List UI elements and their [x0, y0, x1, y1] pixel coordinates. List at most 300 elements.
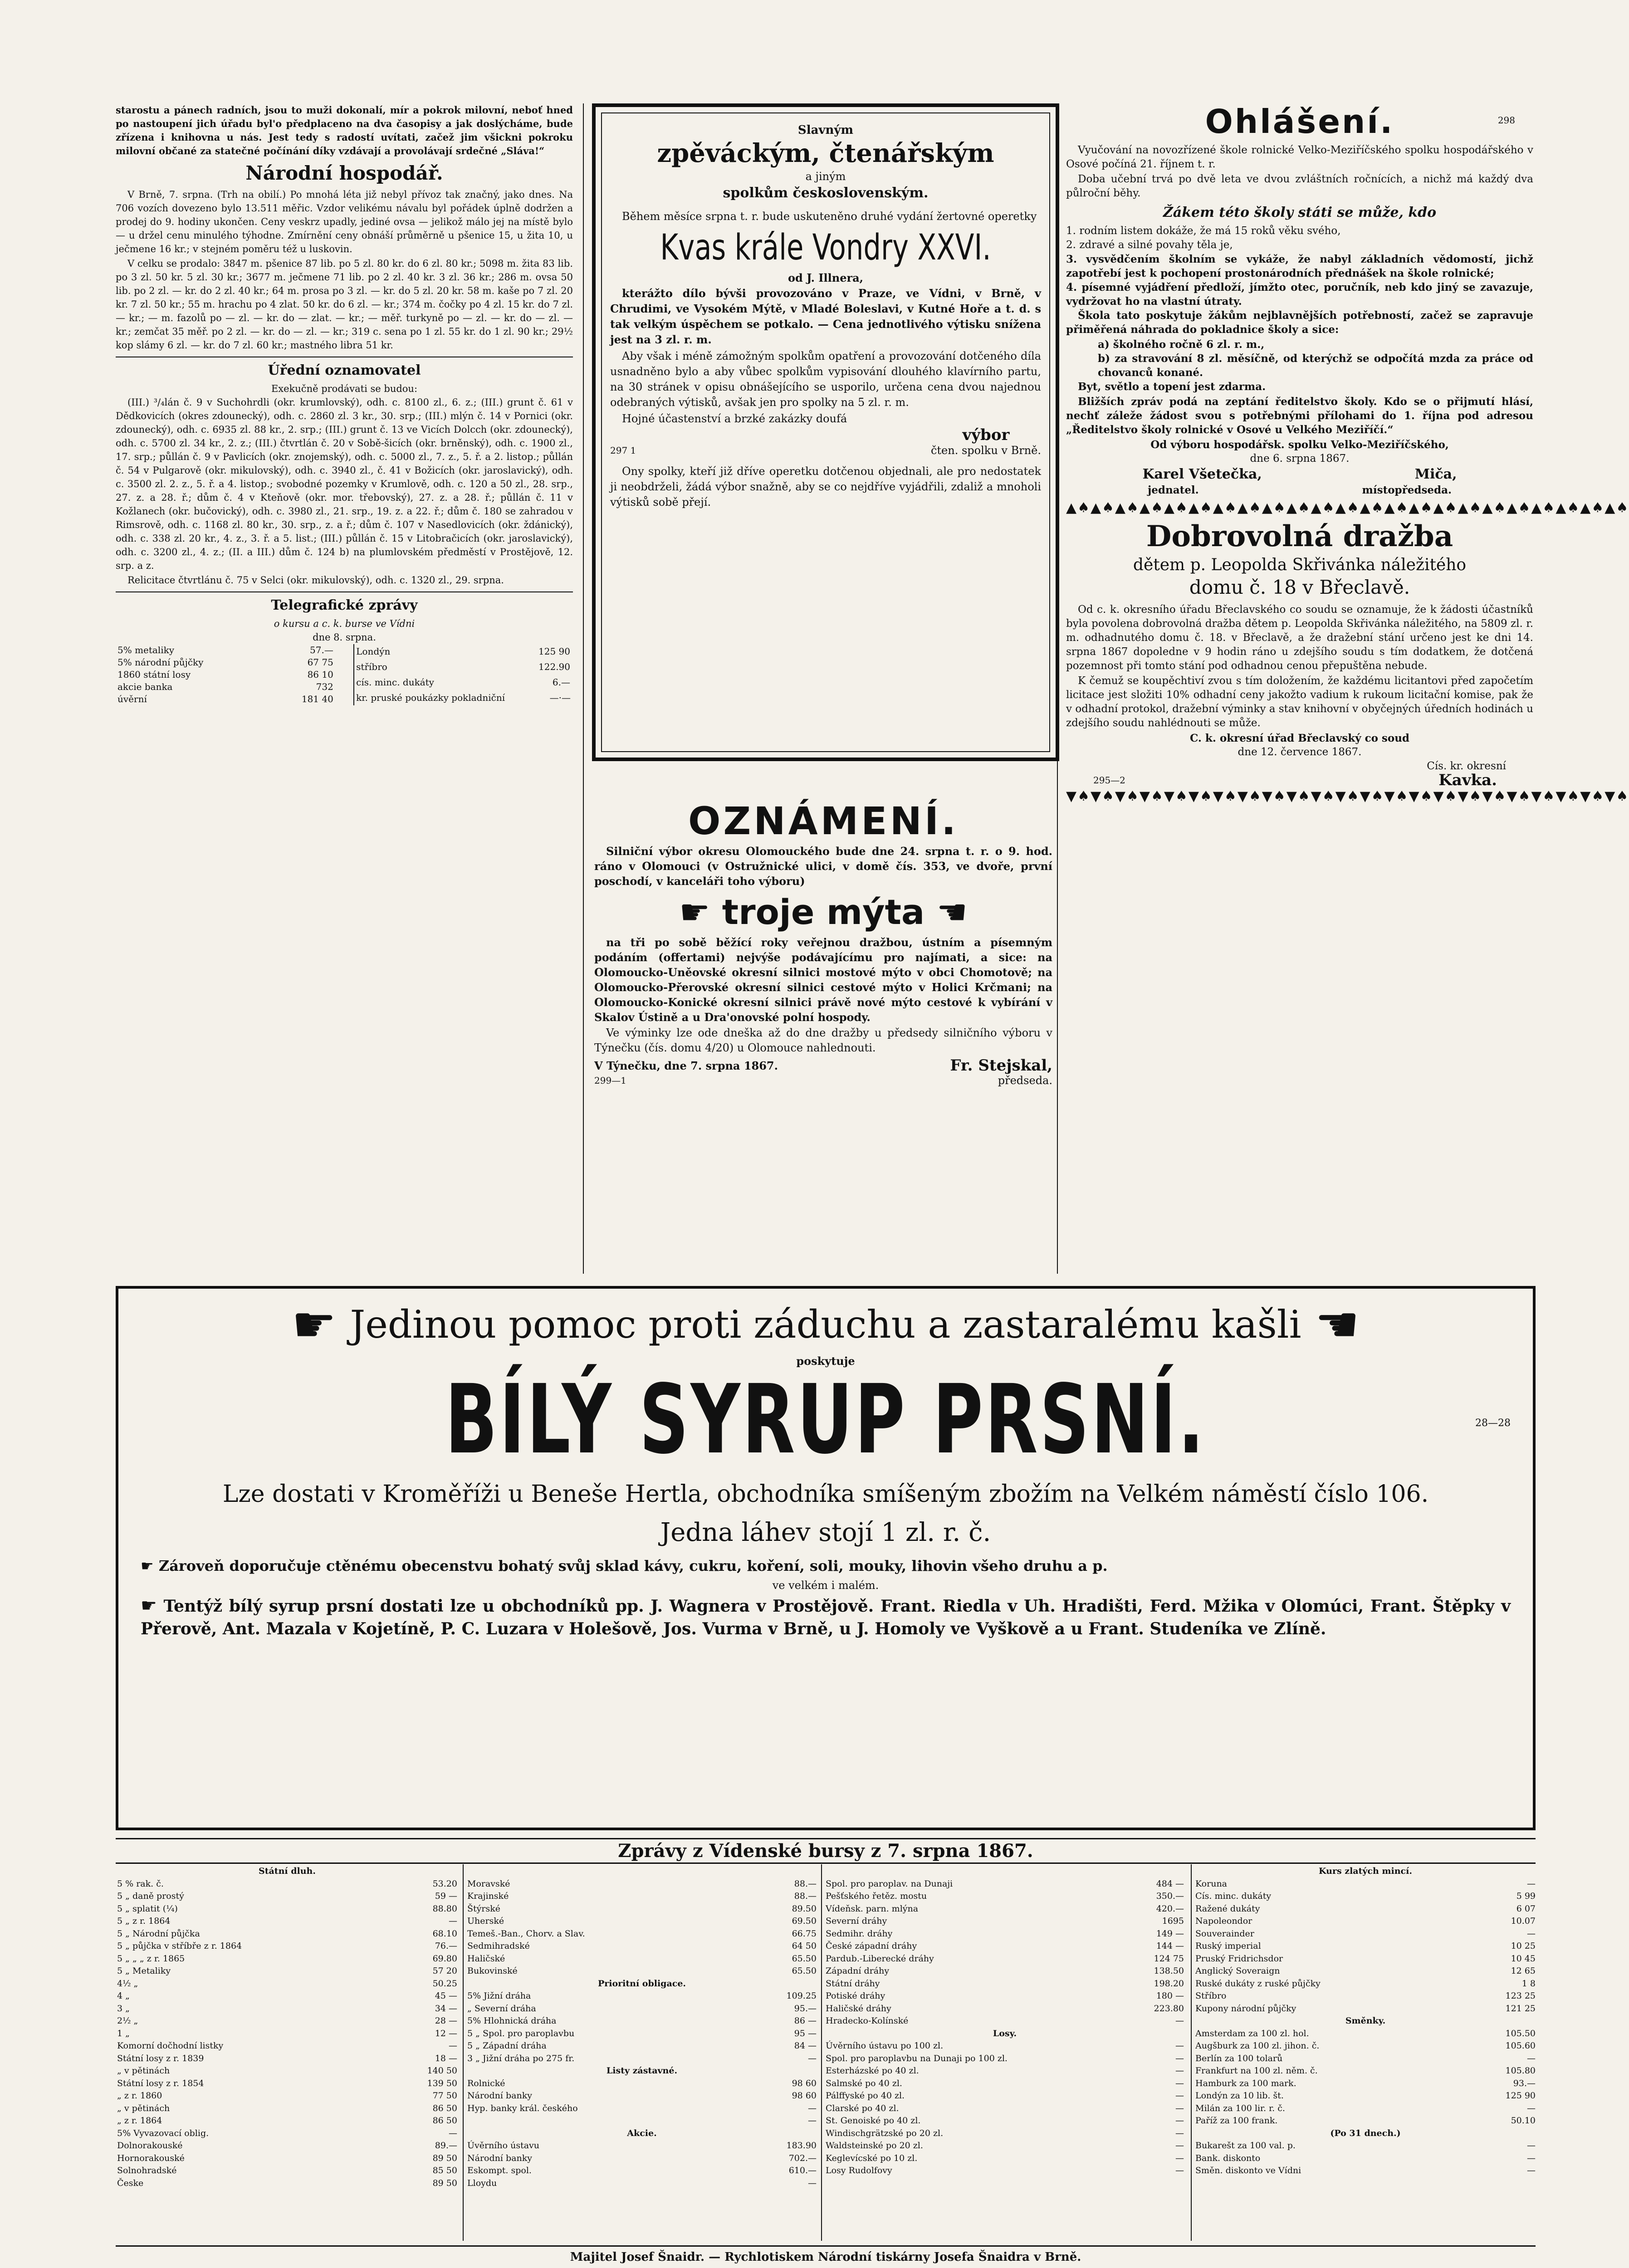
- bursa-row: [467, 2140, 817, 2152]
- bursa-item-value: 484 —: [1156, 1878, 1184, 1889]
- notice-signature-sub: předseda.: [998, 1074, 1052, 1087]
- rates-left-table: [116, 644, 335, 705]
- auction-sig: Kavka.: [1438, 771, 1497, 789]
- syrup-price: Jedna láhev stojí 1 zl. r. č.: [660, 1518, 991, 1547]
- bursa-item-value: 57 20: [432, 1966, 457, 1976]
- bursa-row: [826, 1915, 1184, 1928]
- bursa-row: [826, 2140, 1184, 2152]
- bursa-item-value: 86 —: [794, 2016, 817, 2026]
- bursa-item-value: 5 99: [1516, 1891, 1536, 1901]
- bursa-row: [1195, 1903, 1536, 1916]
- bursa-divider: [1191, 1864, 1192, 2241]
- bursa-row: [1195, 2003, 1536, 2015]
- bursa-item-value: 86 50: [432, 2116, 457, 2126]
- school-fee-2: b) za stravování 8 zl. měsíčně, od kterýchž se odpočítá mzda za práce od chovanců konané.: [1098, 352, 1533, 379]
- bursa-item-label: 3 „: [117, 2003, 130, 2014]
- bursa-item-value: 53.20: [432, 1878, 457, 1889]
- rate-row: 5% národní půjčky 67 75: [117, 657, 333, 668]
- bursa-item-value: 34 —: [435, 2003, 457, 2014]
- bursa-item-label: Lloydu: [467, 2178, 497, 2188]
- bursa-item-label: „ v pětinách: [117, 2103, 170, 2113]
- bursa-item-label: Uherské: [467, 1916, 504, 1926]
- auction-sig-title: Cís. kr. okresní: [1427, 760, 1506, 772]
- syrup-where: Lze dostati v Kroměříži u Beneše Hertla, obchodníka smíšeným zbožím na Velkém náměstí číslo 106.: [222, 1481, 1429, 1508]
- bursa-item-value: —: [1175, 2053, 1184, 2063]
- bursa-item-value: 420.—: [1156, 1903, 1184, 1914]
- notice-ref: 299—1: [594, 1075, 626, 1086]
- bursa-item-label: 5% Vyvazovací oblig.: [117, 2128, 209, 2138]
- bursa-item-label: Sedmihr. dráhy: [826, 1928, 893, 1939]
- bursa-item-label: Státní dráhy: [826, 1978, 880, 1989]
- bursa-row: [467, 1903, 817, 1916]
- bursa-row: [826, 2028, 1184, 2040]
- notice-heading: OZNÁMENÍ.: [688, 799, 959, 843]
- bursa-item-label: Losy.: [993, 2028, 1017, 2038]
- bursa-item-label: Milán za 100 lir. r. č.: [1195, 2103, 1285, 2113]
- bursa-row: [467, 1978, 817, 1990]
- bursa-item-value: 223.80: [1154, 2003, 1184, 2014]
- bursa-row: [826, 1903, 1184, 1916]
- bursa-item-label: St. Genoiské po 40 zl.: [826, 2116, 921, 2126]
- bursa-item-label: Bukovinské: [467, 1966, 518, 1976]
- bursa-divider: [463, 1864, 464, 2241]
- bursa-item-label: 4½ „: [117, 1978, 138, 1989]
- notice-subheading-text: troje mýta: [722, 892, 925, 932]
- footer: Majitel Josef Šnaidr. — Rychlotiskem Národní tiskárny Josefa Šnaidra v Brně.: [570, 2250, 1081, 2264]
- bursa-item-label: Akcie.: [627, 2128, 657, 2138]
- bursa-item-value: —: [1175, 2016, 1184, 2026]
- school-intro: Vyučování na novozřízené škole rolnické Velko-Meziříčského spolku hospodářského v Osové počíná 21. říjnem t. r.: [1066, 144, 1533, 170]
- bursa-item-value: 89.—: [435, 2141, 457, 2151]
- bursa-item-value: —: [1527, 2165, 1536, 2175]
- syrup-ref: 28—28: [1475, 1418, 1511, 1429]
- bursa-row: [826, 1953, 1184, 1965]
- auction-date: dne 12. července 1867.: [1238, 746, 1362, 758]
- bursa-item-value: 89 50: [432, 2153, 457, 2163]
- bursa-item-value: 88.—: [794, 1891, 817, 1901]
- bursa-item-value: —: [1527, 2103, 1536, 2113]
- telegraph-date: dne 8. srpna.: [313, 632, 376, 643]
- bursa-item-value: 702.—: [788, 2153, 817, 2163]
- bursa-row: [1195, 1978, 1536, 1990]
- bursa-item-value: —: [1175, 2153, 1184, 2163]
- ornament-border: ▲♠▲♠▲♠▲♠▲♠▲♠▲♠▲♠▲♠▲♠▲♠▲♠▲♠▲♠▲♠▲♠▲♠▲♠▲♠▲♠▲♠▲♠▲♠: [1066, 500, 1629, 516]
- bursa-row: [1195, 1928, 1536, 1941]
- school-sig-1-sub: jednatel.: [1147, 484, 1199, 496]
- bursa-item-value: 98 60: [792, 2078, 817, 2088]
- bursa-row: [826, 1978, 1184, 1990]
- bursa-item-label: Bank. diskonto: [1195, 2153, 1261, 2163]
- bursa-row: [117, 2065, 457, 2077]
- bursa-item-label: 5 „ splatit (¼): [117, 1903, 178, 1914]
- bursa-item-label: Spol. pro paroplavbu na Dunaji po 100 zl.: [826, 2053, 1008, 2063]
- bursa-row: [117, 1928, 457, 1941]
- bursa-row: [1195, 1990, 1536, 2003]
- bursa-item-label: Salmské po 40 zl.: [826, 2078, 902, 2088]
- notices-subheading: Exekučně prodávati se budou:: [271, 383, 418, 394]
- notices-text: (III.) ³/₄lán č. 9 v Suchohrdli (okr. krumlovský), odh. c. 8100 zl., 6. z.; (III.) grunt č. 61 v Dědkovicích (okres zdounecký), odh. c. 2860 zl. 3 kr., 30. srp.; (III.) mlýn č. 14 v Pornici (okr. zdounecký), odh. c. 6935 zl. 88 kr., 2. srp.; (III.) grunt č. 13 ve Vicích Dolcch (okr. zdounecký), odh. c. 5700 zl. 34 kr., 2. z.; (III.) čtvrtlán č. 20 v Sobě-šicích (okr. brněnský), odh. c. 1900 zl., 17. srp.; půllán č. 9 v Pavlicích (okr. znojemský), odh. c. 5000 zl., 7. z., 5. ř. a 2. listop.; půllán č. 54 v Pulgarově (okr. mikulovský), odh. c. 3940 zl., č. 41 v Božicích (okr. jaroslavický), odh. c. 3500 zl. 2. z., 5. ř. a 4. listop.; svobodné pozemky v Krumlově, odh. c. 120 a 50 zl., 28. srp., 27. z. a 28. ř.; dům č. 4 v Kteňově (okr. mor. třebovský), 27. z. a 28. ř.; půllán č. 11 v Kožlanech (okr. bučovický), odh. c. 3980 zl., 21. srp., 19. z. a 22. ř.; dům č. 180 se zahradou v Rimsrově, odh. c. 1168 zl. 80 kr., 30. srp., z. a ř.; dům č. 107 v Nasedlovicích (okr. ždánický), odh. c. 338 zl. 20 kr., 4. z., 3. ř. a 5. list.; (III.) půllán č. 15 v Litobračicích (okr. jaroslavický), odh. c. 3200 zl., 4. z.; (II. a III.) dům č. 124 b) na plumlovském předměstí v Prostějově, 12. srp. a z.: [116, 397, 573, 571]
- bursa-item-label: 5 „ „ „ z r. 1865: [117, 1953, 185, 1964]
- bursa-row: [117, 1903, 457, 1916]
- rate-row: kr. pruské poukázky pokladniční —·—: [356, 692, 571, 703]
- bursa-item-value: —: [808, 2178, 817, 2188]
- bursa-item-label: Úvěrního ústavu po 100 zl.: [826, 2041, 944, 2051]
- bursa-row: [117, 1990, 457, 2003]
- intro-paragraph: starostu a pánech radních, jsou to muži dokonalí, mír a pokrok milovní, neboť hned po nastoupení jich úřadu byl'o předplaceno na dva časopisy a jak doslýcháme, bude zřízena i knihovna u nás. Jest tedy s radostí uvítati, začež jim všickni pokroku milovní občané za statečné počínání díky vzdávají a provolávají srdečné „Sláva!“: [116, 104, 573, 156]
- bursa-item-label: Haličské dráhy: [826, 2003, 891, 2014]
- bursa-item-value: 64 50: [792, 1941, 817, 1951]
- bursa-row: [1195, 2102, 1536, 2115]
- bursa-item-value: 69.80: [432, 1953, 457, 1964]
- syrup-others: Tentýž bílý syrup prsní dostati lze u obchodníků pp. J. Wagnera v Prostějově. Frant. Riedla v Uh. Hradišti, Ferd. Mžika v Olomúci, Frant. Štěpky v Přerově, Ant. Mazala v Kojetíně, P. C. Luzara v Holešově, Jos. Vurma v Brně, u J. Homoly ve Vyškově a u Frant. Studeníka ve Zlíně.: [141, 1597, 1511, 1638]
- bursa-item-value: 84 —: [794, 2041, 817, 2051]
- bursa-row: [467, 2102, 817, 2115]
- bursa-item-label: Listy zástavné.: [606, 2066, 678, 2076]
- bursa-row: [117, 2053, 457, 2065]
- bursa-item-value: 121 25: [1505, 2003, 1536, 2014]
- bursa-item-label: 3 „ Jižní dráha po 275 fr.: [467, 2053, 575, 2063]
- bursa-item-label: Clarské po 40 zl.: [826, 2103, 899, 2113]
- bursa-item-label: Solnohradské: [117, 2165, 177, 2175]
- bursa-row: [467, 2065, 817, 2077]
- bursa-item-label: Keglevícské po 10 zl.: [826, 2153, 918, 2163]
- bursa-item-label: Vídeňsk. parn. mlýna: [826, 1903, 919, 1914]
- ad-line-2: zpěváckým, čtenářským: [657, 138, 994, 168]
- ad-line-3: a jiným: [805, 170, 846, 183]
- school-org: Od výboru hospodářsk. spolku Velko-Meziříčského,: [1150, 439, 1449, 451]
- bursa-item-value: 105.80: [1505, 2066, 1536, 2076]
- bursa-item-label: 2½ „: [117, 2016, 138, 2026]
- bursa-item-label: Hornorakouské: [117, 2153, 185, 2163]
- bursa-item-label: Napoleondor: [1195, 1916, 1252, 1926]
- bursa-item-value: 65.50: [792, 1966, 817, 1976]
- bursa-row: [117, 2140, 457, 2152]
- syrup-also-row: [132, 1555, 1520, 1576]
- bursa-item-label: Směn. diskonto ve Vídni: [1195, 2165, 1301, 2175]
- bursa-row: [826, 2065, 1184, 2077]
- bursa-item-label: Amsterdam za 100 zl. hol.: [1195, 2028, 1309, 2038]
- bursa-row: [1195, 1878, 1536, 1891]
- bursa-item-value: 105.50: [1505, 2028, 1536, 2038]
- bursa-item-label: Cís. minc. dukáty: [1195, 1891, 1272, 1901]
- syrup-headline: Jedinou pomoc proti záduchu a zastaralému kašli: [350, 1302, 1301, 1347]
- bursa-row: [117, 2115, 457, 2127]
- bursa-row: [826, 1940, 1184, 1953]
- bursa-item-value: 139 50: [427, 2078, 457, 2088]
- bursa-item-label: „ Severní dráha: [467, 2003, 536, 2014]
- bursa-row: [117, 2152, 457, 2165]
- bursa-item-value: 140 50: [427, 2066, 457, 2076]
- pointing-hand-icon: ☛: [291, 1295, 337, 1354]
- bursa-row: [1195, 2065, 1536, 2077]
- bursa-item-value: 95 —: [794, 2028, 817, 2038]
- bursa-row: [117, 2165, 457, 2177]
- pointing-hand-icon: ☛: [679, 892, 710, 932]
- bursa-item-value: 88.80: [432, 1903, 457, 1914]
- bursa-item-value: —: [1175, 2078, 1184, 2088]
- bursa-row: [467, 2177, 817, 2190]
- bursa-row: [117, 1878, 457, 1891]
- pointing-hand-left-icon: ☚: [936, 892, 968, 932]
- bursa-item-label: Losy Rudolfovy: [826, 2165, 892, 2175]
- bursa-item-label: Potiské dráhy: [826, 1991, 885, 2001]
- bursa-row: [826, 2015, 1184, 2028]
- bursa-item-value: 10.07: [1511, 1916, 1536, 1926]
- bursa-row: [467, 2165, 817, 2177]
- bursa-item-value: 65.50: [792, 1953, 817, 1964]
- bursa-item-value: 10 45: [1511, 1953, 1536, 1964]
- bursa-item-label: 5 „ půjčka v stříbře z r. 1864: [117, 1941, 242, 1951]
- bursa-item-value: —: [1175, 2165, 1184, 2175]
- bursa-col-3: [826, 1865, 1184, 2190]
- bursa-item-value: —: [1175, 2091, 1184, 2101]
- bursa-item-label: 5 „ Národní půjčka: [117, 1928, 200, 1939]
- bursa-item-value: 93.—: [1513, 2078, 1536, 2088]
- bursa-row: [117, 2090, 457, 2102]
- ad-text-4: Hojné účastenství a brzké zakázky doufá: [622, 412, 847, 425]
- bursa-item-label: 5 „ daně prostý: [117, 1891, 184, 1901]
- bursa-item-value: 1695: [1162, 1916, 1184, 1926]
- bursa-row: [467, 1878, 817, 1891]
- bursa-row: [826, 2040, 1184, 2053]
- left-column: [116, 103, 573, 1274]
- ad-signature-sub: čten. spolku v Brně.: [930, 444, 1041, 457]
- ad-line-1: Slavným: [797, 123, 854, 137]
- bursa-item-label: Koruna: [1195, 1878, 1228, 1889]
- operetta-author: od J. Illnera,: [788, 271, 864, 284]
- economy-paragraph-1: V Brně, 7. srpna. (Trh na obilí.) Po mnohá léta již nebyl přívoz tak značný, jako dnes. Na 706 vozích dovezeno bylo 13.511 měřic. Vzdor velikému návalu byl pořádek úplně dodržen a prodej do 9. hodiny ukončen. Ceny veskrz upadly, jediné ovsa — jelikož málo jej na místě bylo — u držel cenu minulého týhodne. Zmírnění ceny obnáší průměrně u pšenice 15, u žita 10, u ječmene 16 kr.; v stejném poměru též u luskovin.: [116, 189, 573, 254]
- notice-text-3: Ve výminky lze ode dneška až do dne dražby u předsedy silničního výboru v Týnečku (čís. domu 4/20) u Olomouce nahlednouti.: [594, 1026, 1052, 1054]
- bursa-row: [467, 2003, 817, 2015]
- bursa-row: [826, 2053, 1184, 2065]
- school-heading: Ohlášení.: [1205, 103, 1394, 141]
- bursa-item-label: Úvěrního ústavu: [467, 2141, 540, 2151]
- bursa-row: [117, 1965, 457, 1978]
- bursa-item-value: 109.25: [786, 1991, 817, 2001]
- rate-row: 5% metaliky 57.—: [117, 645, 333, 655]
- bursa-item-label: Západní dráhy: [826, 1966, 890, 1976]
- bursa-row: [1195, 2077, 1536, 2090]
- school-req-3: 3. vysvědčením školním se vykáže, že nabyl základních vědomostí, jichž zapotřebí jest k pochopení prostonárodních přednášek na škole rolnické;: [1066, 253, 1533, 279]
- bursa-item-value: 125 90: [1505, 2091, 1536, 2101]
- ad-line-4: spolkům československým.: [723, 185, 929, 201]
- bursa-row: [826, 2177, 1184, 2190]
- bursa-item-label: Hradecko-Kolínské: [826, 2016, 909, 2026]
- telegraph-heading: Telegrafické zprávy: [271, 597, 418, 613]
- bursa-item-label: „ v pětinách: [117, 2066, 170, 2076]
- bursa-row: [826, 2102, 1184, 2115]
- bursa-item-value: 50.25: [432, 1978, 457, 1989]
- bursa-item-label: 1 „: [117, 2028, 130, 2038]
- school-text-2: Byt, světlo a topení jest zdarma.: [1078, 381, 1266, 393]
- bursa-item-value: 45 —: [435, 1991, 457, 2001]
- bursa-row: [1195, 2177, 1536, 2190]
- bursa-item-value: —: [1175, 2066, 1184, 2076]
- bursa-item-label: 4 „: [117, 1991, 130, 2001]
- bursa-row: [467, 2090, 817, 2102]
- bursa-item-label: Severní dráhy: [826, 1916, 887, 1926]
- bursa-row: [117, 2177, 457, 2190]
- pointing-hand-icon: ☛: [141, 1595, 157, 1616]
- bursa-item-value: 68.10: [432, 1928, 457, 1939]
- bursa-item-label: Souverainder: [1195, 1928, 1254, 1939]
- bursa-item-value: —: [1175, 2103, 1184, 2113]
- bursa-item-value: —: [449, 2041, 457, 2051]
- bursa-item-value: 89.50: [792, 1903, 817, 1914]
- bursa-row: [467, 1890, 817, 1903]
- bursa-item-value: —: [808, 2116, 817, 2126]
- school-req-heading: Žákem této školy státi se může, kdo: [1163, 205, 1437, 220]
- bursa-row: [467, 2053, 817, 2065]
- bursa-row: [117, 2077, 457, 2090]
- bursa-row: [826, 1928, 1184, 1941]
- bursa-row: [1195, 1965, 1536, 1978]
- bursa-item-value: 350.—: [1156, 1891, 1184, 1901]
- bursa-heading-rule: [116, 1862, 1536, 1864]
- bursa-item-label: Stříbro: [1195, 1991, 1227, 2001]
- ad-ref: 297 1: [610, 445, 636, 456]
- bursa-item-value: —: [1527, 1878, 1536, 1889]
- bursa-item-label: Krajinské: [467, 1891, 509, 1901]
- bursa-row: [117, 2003, 457, 2015]
- bursa-item-value: —: [1527, 1928, 1536, 1939]
- rate-row: úvěrní 181 40: [117, 694, 333, 704]
- bursa-row: [467, 2028, 817, 2040]
- bursa-item-value: —: [1175, 2141, 1184, 2151]
- bursa-item-value: 105.60: [1505, 2041, 1536, 2051]
- bursa-row: [1195, 2015, 1536, 2028]
- bursa-item-value: 77 50: [432, 2091, 457, 2101]
- bursa-item-value: 66.75: [792, 1928, 817, 1939]
- bursa-col-2: [467, 1865, 817, 2190]
- bursa-item-label: Kupony národní půjčky: [1195, 2003, 1296, 2014]
- bursa-item-value: —: [1527, 2153, 1536, 2163]
- ad-text-3: Aby však i méně zámožným spolkům opatření a provozování dotčeného díla usnadněno bylo a aby vůbec spolkům vypisování dlouhého klavírního partu, na 30 stránek v opisu obnášejícího se usporilo, určena cena dvou najednou odebraných výtisků, avšak jen pro spolky na 5 zl. r. m.: [610, 350, 1041, 409]
- bursa-row: [467, 1928, 817, 1941]
- syrup-product: BÍLÝ SYRUP PRSNÍ.: [445, 1364, 1206, 1475]
- bursa-item-label: Spol. pro paroplav. na Dunaji: [826, 1878, 953, 1889]
- bursa-col-4: [1195, 1865, 1536, 2190]
- school-heading-row: [1066, 100, 1533, 143]
- pointing-hand-left-icon: ☚: [1315, 1295, 1360, 1354]
- bursa-item-label: Ruské dukáty z ruské půjčky: [1195, 1978, 1321, 1989]
- bursa-item-label: Štýrské: [467, 1903, 500, 1914]
- bursa-item-value: 12 —: [435, 2028, 457, 2038]
- school-heading-num: 298: [1497, 115, 1515, 126]
- school-sig-1: Karel Všetečka,: [1142, 466, 1262, 482]
- bursa-row: [826, 2127, 1184, 2140]
- bursa-row: [117, 2102, 457, 2115]
- bursa-row: [1195, 2028, 1536, 2040]
- bursa-row: [117, 1890, 457, 1903]
- bursa-item-value: —: [808, 2053, 817, 2063]
- bursa-top-rule: [116, 1838, 1536, 1839]
- bursa-item-label: Směnky.: [1345, 2016, 1386, 2026]
- ad-signature: výbor: [962, 426, 1010, 444]
- bursa-row: [1195, 1953, 1536, 1965]
- bursa-item-value: 85 50: [432, 2165, 457, 2175]
- bursa-item-value: 69.50: [792, 1916, 817, 1926]
- school-text-1: Škola tato poskytuje žákům nejblavnějších potřebností, začež se zapravuje přiměřená náhrada do pokladnice školy a sice:: [1066, 309, 1533, 336]
- auction-ref: 295—2: [1093, 775, 1125, 786]
- notice-text-2: na tři po sobě běžící roky veřejnou dražbou, ústním a písemným podáním (offertami) nejvýše podávajícímu pro najímati, a sice: na Olomoucko-Uněovské okresní silnici mostové mýto v obci Chomotově; na Olomoucko-Přerovské okresní silnici cestové mýto v Holici Krčmani; na Olomoucko-Konické okresní silnici právě nové mýto cestové k vybírání v Skalov Ústině a u Dra'onovské polní hospody.: [594, 936, 1052, 1024]
- bursa-row: [467, 2127, 817, 2140]
- notice-signature: Fr. Stejskal,: [950, 1056, 1052, 1075]
- syrup-ad: [132, 1297, 1520, 1823]
- bursa-item-label: Augšburk za 100 zl. jihon. č.: [1195, 2041, 1320, 2051]
- notices-relicit: Relicitace čtvrtlánu č. 75 v Selci (okr. mikulovský), odh. c. 1320 zl., 29. srpna.: [127, 575, 504, 586]
- ad-text-2: kterážto dílo bývši provozováno v Praze, ve Vídni, v Brně, v Chrudimi, ve Vysokém Mýtě, v Mladé Boleslavi, v Kutné Hoře a t. d. s tak velkým úspěchem se potkalo. — Cena jednotlivého výtisku snížena jest na 3 zl. r. m.: [610, 287, 1041, 346]
- bursa-item-label: 5% Jižní dráha: [467, 1991, 531, 2001]
- bursa-item-label: Haličské: [467, 1953, 505, 1964]
- syrup-provides: poskytuje: [796, 1354, 855, 1368]
- bursa-item-label: „ z r. 1864: [117, 2116, 162, 2126]
- auction-heading: Dobrovolná dražba: [1146, 519, 1453, 553]
- bursa-item-label: Esterházské po 40 zl.: [826, 2066, 919, 2076]
- bursa-item-label: Ruský imperial: [1195, 1941, 1261, 1951]
- ad-text-1: Během měsíce srpna t. r. bude uskuteněno druhé vydání žertovné operetky: [622, 210, 1037, 223]
- bursa-item-label: Londýn za 10 lib. št.: [1195, 2091, 1284, 2101]
- bursa-row: [1195, 2040, 1536, 2053]
- bursa-row: [826, 1890, 1184, 1903]
- bursa-item-label: Česke: [117, 2178, 144, 2188]
- bursa-item-label: Windischgrätzské po 20 zl.: [826, 2128, 944, 2138]
- bursa-item-value: 6 07: [1516, 1903, 1536, 1914]
- notice-place-date: V Týnečku, dne 7. srpna 1867.: [594, 1059, 778, 1072]
- bursa-row: [117, 2028, 457, 2040]
- school-req-4: 4. písemné vyjádření předloží, jímžto otec, poručník, neb kdo jiný se zavazuje, vydržovat ho na vlastní útraty.: [1066, 281, 1533, 308]
- school-text-3: Bližších zpráv podá na zeptání ředitelstvo školy. Kdo se o přijmutí hlásí, nechť záleže žádost svou s potřebnými přílohami do 1. října pod adresou „Ředitelstvo školy rolnické v Osové u Velkého Meziříčí.“: [1066, 396, 1533, 436]
- bursa-item-value: 95.—: [794, 2003, 817, 2014]
- bursa-item-label: Anglický Soveraign: [1195, 1966, 1280, 1976]
- auction-text-2: K čemuž se koupěchtiví zvou s tím doložením, že každému licitantovi před započetím licitace jest složiti 10% odhadní ceny jakožto vadium k rukoum licitační komise, pak že v odhadní protokol, dražební výminky a stav knihovní v obyčejných úředních hodinách u zdejšího soudu nahlédnouti se může.: [1066, 675, 1533, 729]
- bursa-item-label: Waldsteinské po 20 zl.: [826, 2141, 923, 2151]
- telegraph-subheading: o kursu a c. k. burse ve Vídni: [274, 618, 415, 629]
- auction-org: C. k. okresní úřad Břeclavský co soud: [1189, 732, 1410, 744]
- bursa-item-label: České západní dráhy: [826, 1941, 917, 1951]
- bursa-row: [117, 1915, 457, 1928]
- bursa-row: [467, 2077, 817, 2090]
- bursa-item-label: Národní banky: [467, 2091, 532, 2101]
- bursa-item-label: Hamburk za 100 mark.: [1195, 2078, 1296, 2088]
- bursa-col-4-heading: Kurs zlatých mincí.: [1319, 1866, 1412, 1876]
- bursa-row: [467, 1953, 817, 1965]
- bursa-row: [1195, 1915, 1536, 1928]
- auction-sub-2: domu č. 18 v Břeclavě.: [1189, 576, 1410, 598]
- bursa-item-value: 10 25: [1511, 1941, 1536, 1951]
- bursa-item-label: „ z r. 1860: [117, 2091, 162, 2101]
- bursa-item-label: 5 „ z r. 1864: [117, 1916, 171, 1926]
- bursa-row: [1195, 1890, 1536, 1903]
- bursa-row: [117, 1953, 457, 1965]
- notice-text-1: Silniční výbor okresu Olomouckého bude dne 24. srpna t. r. o 9. hod. ráno v Olomouci (v Ostružnické ulici, v domě čís. 353, ve dvoře, první poschodí, v kanceláři toho výboru): [594, 845, 1052, 888]
- bursa-item-value: —: [1527, 2141, 1536, 2151]
- rate-row: Londýn 125 90: [356, 646, 570, 657]
- school-sig-2-sub: místopředseda.: [1362, 484, 1452, 496]
- bursa-item-value: 138.50: [1154, 1966, 1184, 1976]
- bursa-row: [826, 2003, 1184, 2015]
- bursa-item-label: Prioritní obligace.: [597, 1978, 686, 1989]
- bursa-item-value: 149 —: [1156, 1928, 1184, 1939]
- bursa-row: [826, 2165, 1184, 2177]
- bursa-col-1: [117, 1865, 457, 2190]
- bursa-item-label: Pruský Fridrichsdor: [1195, 1953, 1283, 1964]
- bursa-item-label: (Po 31 dnech.): [1330, 2128, 1401, 2138]
- bursa-row: [467, 1915, 817, 1928]
- bursa-row: [826, 2090, 1184, 2102]
- bursa-row: [1195, 2140, 1536, 2152]
- rates-table: [116, 644, 573, 705]
